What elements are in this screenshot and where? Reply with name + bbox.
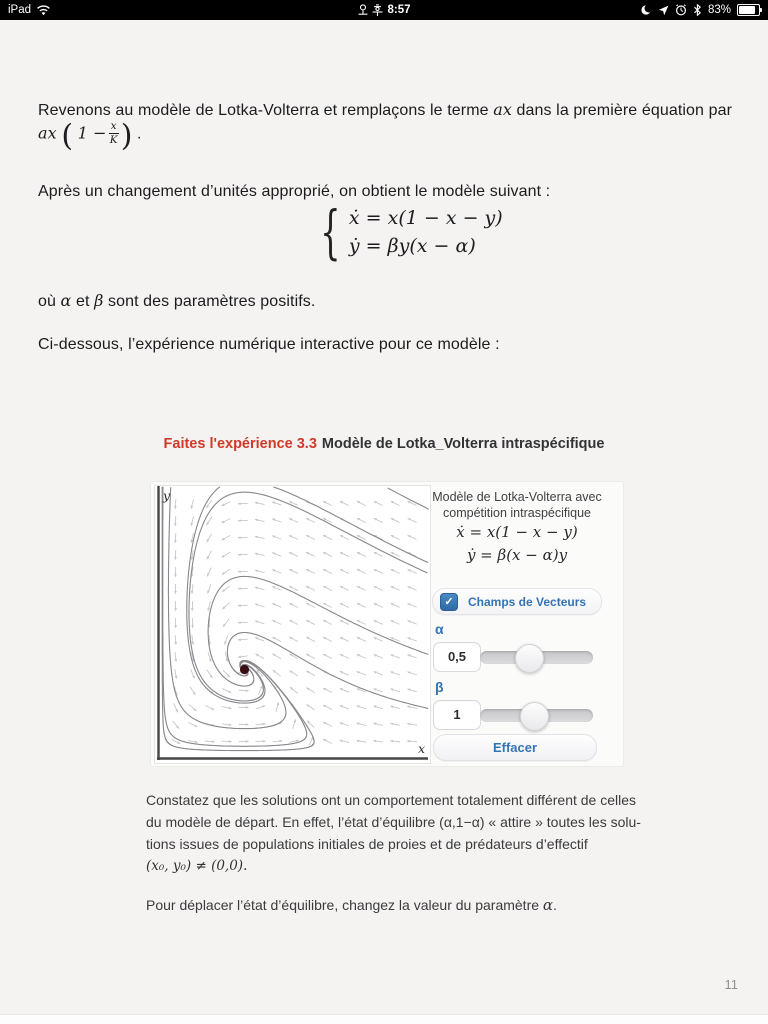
paragraph-1-formula: ax ( 1 − $\frac{x}{K}$ ) . [38,118,142,154]
inline-math-alpha-2: α [542,896,554,914]
phase-portrait-svg[interactable] [155,486,430,763]
battery-icon [737,4,760,16]
experiment-title: Modèle de Lotka_Volterra intraspécifique [321,436,605,452]
korean-pm-text [357,4,383,17]
clock-time: 8:57 [387,4,411,16]
after-widget-paragraph: Constatez que les solutions ont un comportement totalement différent de celles du modèle de départ. En effet, l’état d’équilibre (α,1−α) « attire » toutes les solu- tions issues de populations initiales de proies et de prédateurs d’effectif (x₀, y₀) ≠ (0,0). [146,789,686,877]
lotka-volterra-widget [150,481,624,767]
inline-math-beta: β [94,291,104,310]
paragraph-4: Ci-dessous, l’expérience numérique interactive pour ce modèle : [38,336,500,353]
experiment-heading [0,436,768,452]
vector-field-toggle[interactable] [432,588,602,615]
device-label: iPad [8,4,32,16]
beta-slider[interactable] [480,709,593,722]
phase-portrait-plot[interactable] [154,485,431,764]
system-equation-1: ẋ = x(1 − x − y) [348,207,503,229]
vector-field-label: Champs de Vecteurs [468,594,587,609]
widget-title: Modèle de Lotka-Volterra avec compétition intraspécifique [432,490,602,520]
fraction-x-over-K: $\frac{x}{K}$ [109,120,118,146]
beta-label: β [435,679,444,695]
moon-icon [640,4,652,16]
svg-text:x: x [418,741,426,756]
bluetooth-icon [693,4,702,16]
inline-math-ax: ax [493,100,512,119]
system-equation-2: ẏ = βy(x − α) [348,235,476,257]
alarm-clock-icon [675,4,687,16]
page-bottom-edge [0,1014,768,1024]
inline-math-alpha: α [60,291,72,310]
inline-math-initial-condition: (x₀, y₀) ≠ (0,0). [146,858,248,874]
clear-button[interactable]: Effacer [433,734,597,761]
closing-paragraph: Pour déplacer l’état d’équilibre, changez la valeur du paramètre α. [146,896,557,914]
status-bar [0,0,768,20]
wifi-icon [36,5,51,16]
beta-value-field[interactable]: 1 [433,700,481,730]
svg-text:y: y [163,488,171,503]
alpha-label: α [435,621,444,637]
paragraph-1-line-1: Revenons au modèle de Lotka-Volterra et remplaçons le terme ax dans la première équation par [38,100,733,119]
page-number: 11 [724,977,738,992]
battery-percent: 83% [707,4,731,16]
alpha-slider[interactable] [480,651,593,664]
equation-system [312,198,503,266]
location-arrow-icon [658,5,669,16]
experiment-label: Faites l'expérience 3.3 [163,436,317,452]
system-brace: { [320,198,341,266]
beta-slider-thumb[interactable] [520,702,549,731]
widget-equation-2: ẏ = β(x − α)y [466,546,568,564]
widget-equation-1: ẋ = x(1 − x − y) [456,523,578,541]
vector-field-checkbox[interactable]: ✓ [440,593,458,611]
paragraph-3: où α et β sont des paramètres positifs. [38,291,316,310]
paragraph-2: Après un changement d’unités approprié, on obtient le modèle suivant : [38,183,551,200]
alpha-slider-thumb[interactable] [515,644,544,673]
alpha-value-field[interactable]: 0,5 [433,642,481,672]
